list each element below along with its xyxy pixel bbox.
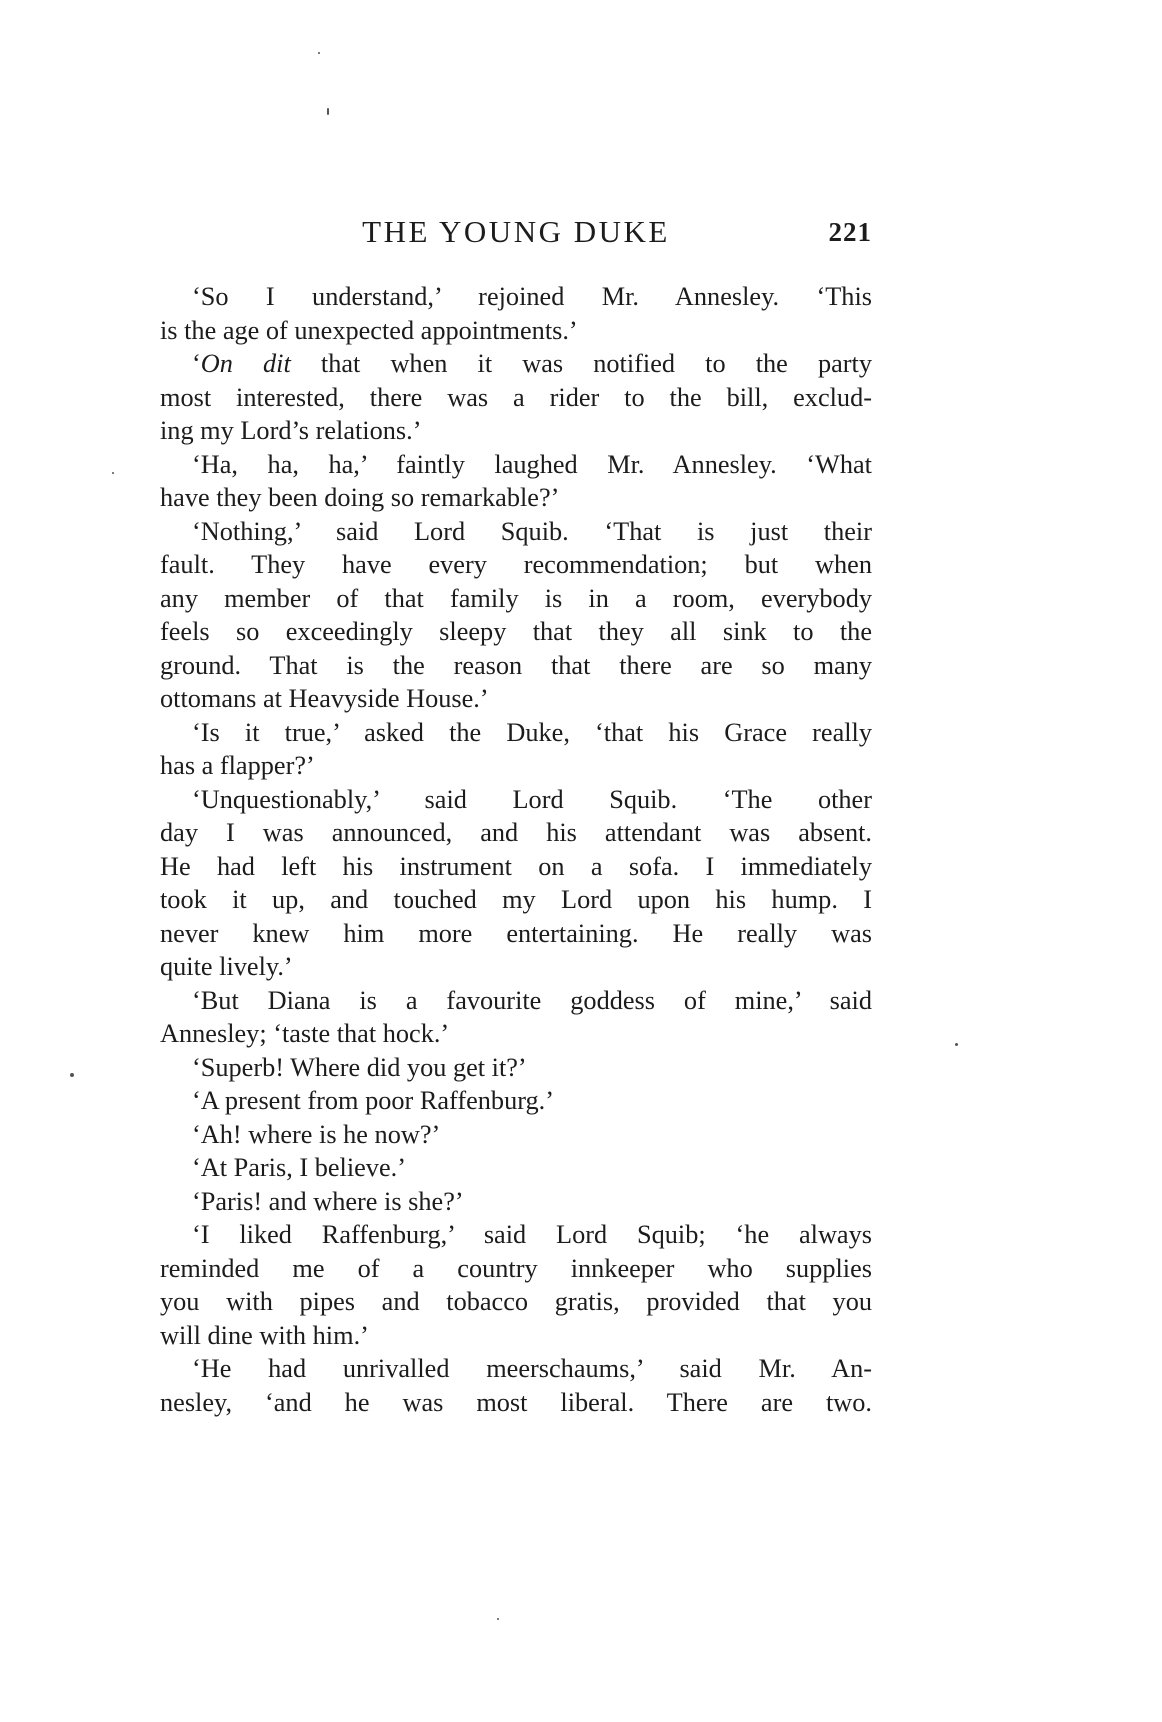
text-line: ‘So I understand,’ rejoined Mr. Annesley. ‘This <box>192 282 872 311</box>
text-line: nesley, ‘and he was most liberal. There are two. <box>160 1387 872 1417</box>
text-line: you with pipes and tobacco gratis, provided that you <box>160 1287 872 1316</box>
scan-speck <box>70 1073 74 1077</box>
paragraph <box>160 1352 872 1419</box>
paragraph <box>160 347 872 448</box>
text-line: most interested, there was a rider to the bill, exclud- <box>160 382 872 412</box>
text-line: ‘At Paris, I believe.’ <box>192 1153 406 1182</box>
text-line: ‘A present from poor Raffenburg.’ <box>192 1086 554 1115</box>
scan-speck <box>112 472 114 474</box>
text-line: fault. They have every recommendation; but when <box>160 550 872 579</box>
paragraph <box>160 515 872 716</box>
text-line: feels so exceedingly sleepy that they all sink to the <box>160 617 872 646</box>
text-line: will dine with him.’ <box>160 1320 369 1350</box>
text-line: ‘I liked Raffenburg,’ said Lord Squib; ‘he always <box>192 1220 872 1249</box>
running-title: THE YOUNG DUKE <box>362 214 670 249</box>
text-line: ‘Paris! and where is she?’ <box>192 1186 464 1216</box>
text-line: Annesley; ‘taste that hock.’ <box>160 1019 450 1048</box>
paragraph <box>160 1218 872 1352</box>
scan-speck <box>497 1618 499 1620</box>
text-line: ottomans at Heavyside House.’ <box>160 684 489 713</box>
text-line: ground. That is the reason that there are so many <box>160 650 872 680</box>
text-line: day I was announced, and his attendant was absent. <box>160 818 872 847</box>
scan-speck <box>318 52 320 54</box>
text-line: ‘But Diana is a favourite goddess of mine,’ said <box>192 985 872 1015</box>
paragraph <box>160 984 872 1051</box>
text-line: ‘He had unrivalled meerschaums,’ said Mr. An- <box>192 1354 872 1383</box>
text-line: ‘Is it true,’ asked the Duke, ‘that his Grace really <box>192 717 872 747</box>
paragraph <box>160 783 872 984</box>
scan-speck <box>955 1043 958 1046</box>
text-line: ‘On dit that when it was notified to the party <box>192 349 872 378</box>
text-line: ‘Ha, ha, ha,’ faintly laughed Mr. Annesley. ‘What <box>192 449 872 479</box>
running-head <box>160 210 872 254</box>
text-line: quite lively.’ <box>160 952 293 981</box>
paragraph <box>160 716 872 783</box>
text-line: has a flapper?’ <box>160 751 315 780</box>
text-line: ‘Unquestionably,’ said Lord Squib. ‘The other <box>192 784 872 814</box>
paragraph <box>160 1185 872 1219</box>
paragraph <box>160 1051 872 1085</box>
body-text <box>160 280 872 1419</box>
page-number: 221 <box>828 217 872 247</box>
text-line: have they been doing so remarkable?’ <box>160 483 560 512</box>
text-line: ‘Nothing,’ said Lord Squib. ‘That is just their <box>192 516 872 546</box>
scan-speck <box>327 108 329 115</box>
text-line: He had left his instrument on a sofa. I immediately <box>160 851 872 881</box>
text-line: ing my Lord’s relations.’ <box>160 416 422 445</box>
paragraph <box>160 448 872 515</box>
text-line: is the age of unexpected appointments.’ <box>160 315 578 345</box>
paragraph <box>160 1118 872 1152</box>
text-line: took it up, and touched my Lord upon his hump. I <box>160 885 872 914</box>
paragraph <box>160 280 872 347</box>
text-line: ‘Ah! where is he now?’ <box>192 1119 441 1149</box>
paragraph <box>160 1151 872 1185</box>
text-line: ‘Superb! Where did you get it?’ <box>192 1052 527 1082</box>
text-line: reminded me of a country innkeeper who supplies <box>160 1253 872 1283</box>
text-line: never knew him more entertaining. He really was <box>160 918 872 948</box>
text-line: any member of that family is in a room, everybody <box>160 583 872 613</box>
paragraph <box>160 1084 872 1118</box>
